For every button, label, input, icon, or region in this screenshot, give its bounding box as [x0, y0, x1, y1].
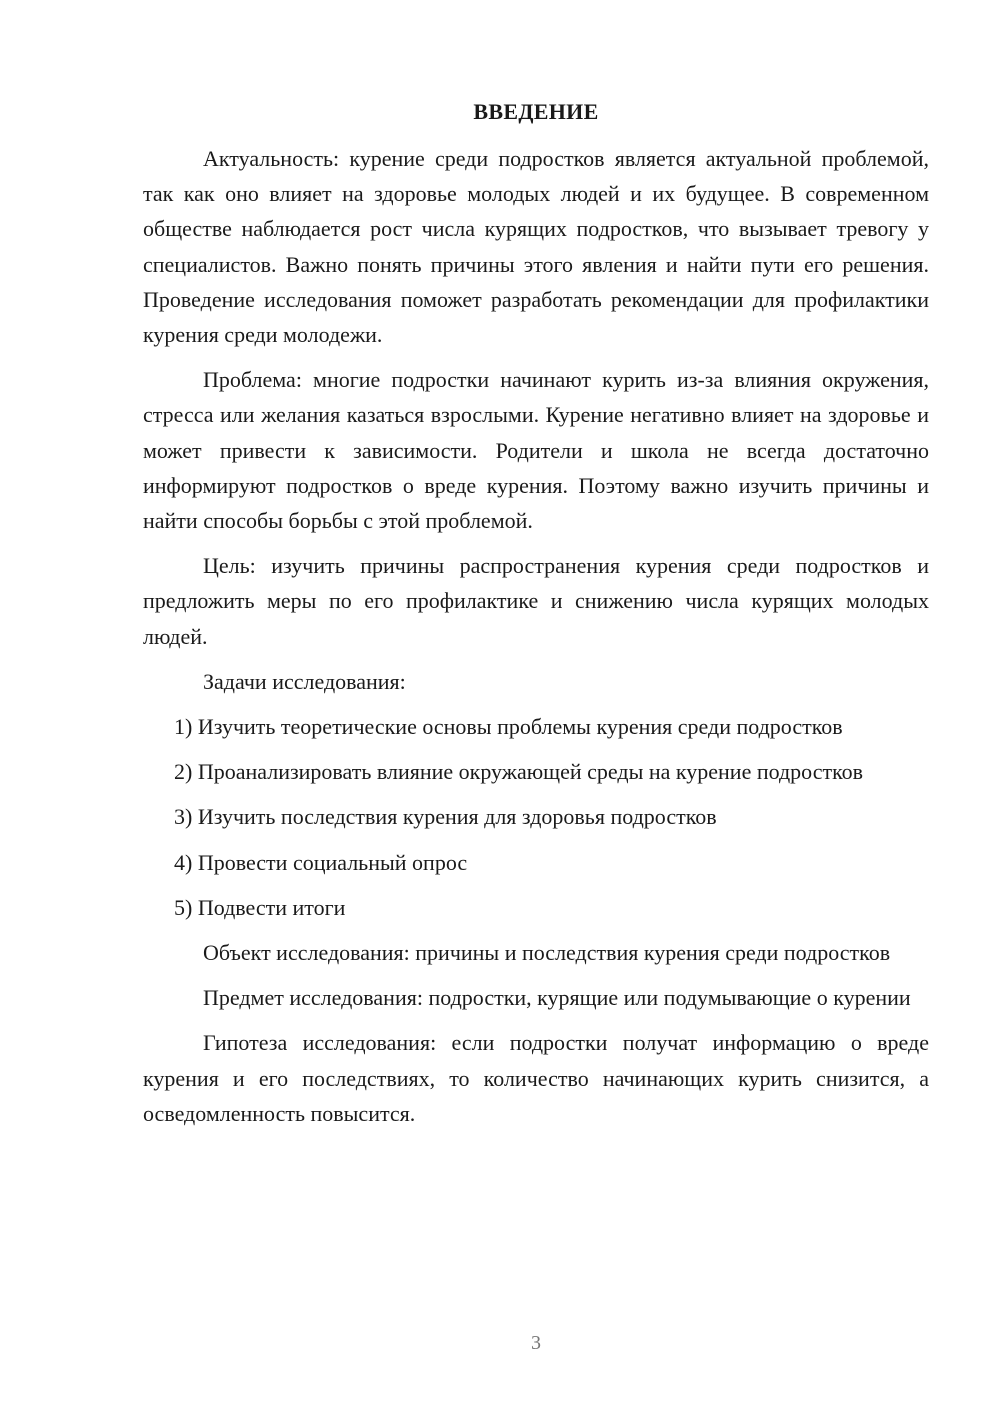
- paragraph-hypothesis: Гипотеза исследования: если подростки получат информацию о вреде курения и его последствиях, то количество начинающих курить снизится, а осведомленность повысится.: [143, 1030, 929, 1126]
- task-item-2: 2) Проанализировать влияние окружающей среды на курение подростков: [174, 759, 864, 785]
- task-item-5: 5) Подвести итоги: [174, 894, 346, 920]
- paragraph-relevance: Актуальность: курение среди подростков является актуальной проблемой, так как оно влияет на здоровье молодых людей и их будущее. В современном обществе наблюдается рост числа курящих подростков, что вызывает тревогу у специалистов. Важно понять причины этого явления и найти пути его решения. Проведение исследования поможет разработать рекомендации для профилактики курения среди молодежи.: [143, 146, 929, 348]
- paragraph-tasks-heading: Задачи исследования:: [203, 668, 406, 694]
- page-title: ВВЕДЕНИЕ: [473, 99, 599, 124]
- paragraph-object: Объект исследования: причины и последствия курения среди подростков: [203, 940, 891, 966]
- document-body: [143, 94, 929, 1141]
- paragraph-problem: Проблема: многие подростки начинают курить из-за влияния окружения, стресса или желания казаться взрослыми. Курение негативно влияет на здоровье и может привести к зависимости. Родители и школа не всегда достаточно информируют подростков о вреде курения. Поэтому важно изучить причины и найти способы борьбы с этой проблемой.: [143, 367, 929, 534]
- task-item-3: 3) Изучить последствия курения для здоровья подростков: [174, 804, 717, 830]
- task-item-1: 1) Изучить теоретические основы проблемы курения среди подростков: [174, 714, 843, 740]
- paragraph-goal: Цель: изучить причины распространения курения среди подростков и предложить меры по его профилактике и снижению числа курящих молодых людей.: [143, 553, 929, 649]
- paragraph-subject: Предмет исследования: подростки, курящие или подумывающие о курении: [203, 985, 911, 1011]
- task-item-4: 4) Провести социальный опрос: [174, 849, 468, 875]
- page-number: 3: [531, 1332, 541, 1354]
